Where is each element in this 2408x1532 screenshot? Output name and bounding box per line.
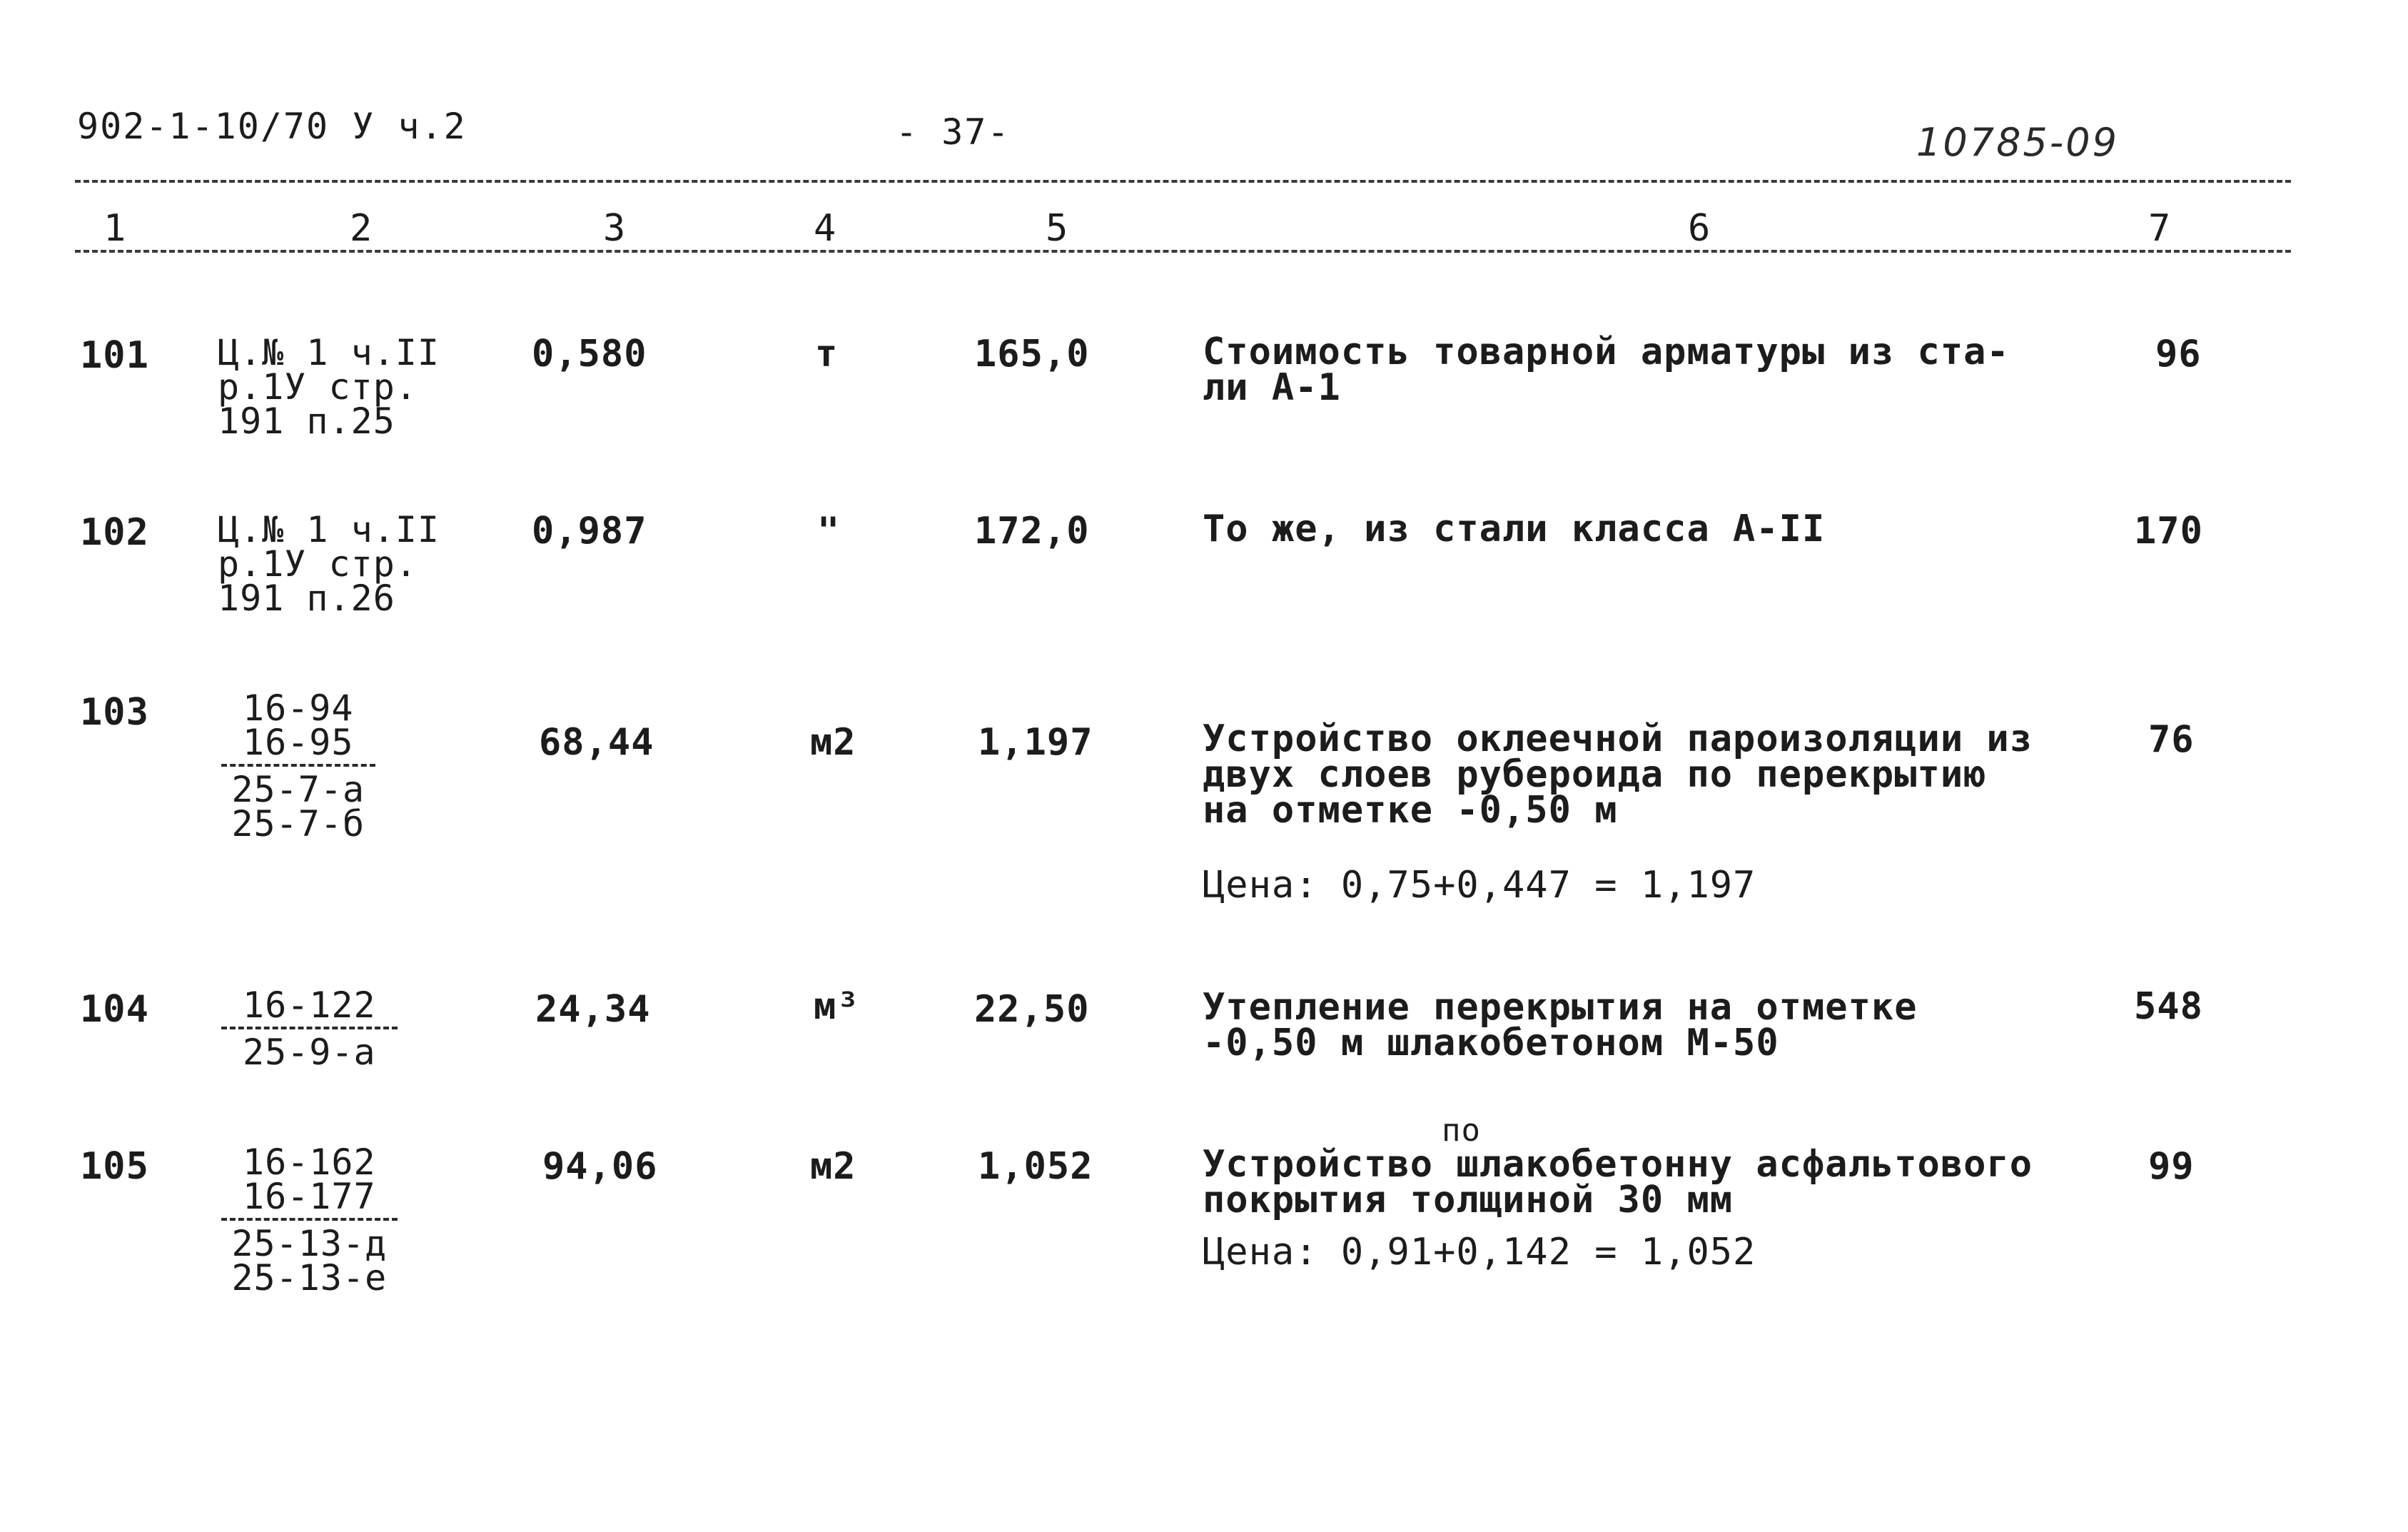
fraction-numerator [221,687,375,767]
row-104-quantity: 24,34 [535,988,651,1031]
row-104-source-fraction [221,984,398,1073]
column-number-7: 7 [2148,207,2171,250]
description-line: -0,50 м шлакобетоном М-50 [1203,1022,1779,1064]
column-number-1: 1 [103,207,126,250]
source-line: 25-13-е [231,1257,388,1299]
row-101-number: 101 [80,334,149,377]
row-102-description [1203,508,1826,550]
source-line: 25-13-д [231,1223,388,1264]
row-101-total: 96 [2155,333,2202,376]
row-102-source [218,509,440,619]
description-line: Устройство шлакобетонну асфальтового [1203,1143,2033,1186]
column-number-3: 3 [603,207,626,250]
row-105-number: 105 [80,1145,149,1188]
description-line: Утепление перекрытия на отметке [1203,986,1918,1029]
fraction-numerator [221,1142,398,1221]
row-103-source-fraction [221,687,375,845]
source-line: 25-9-а [243,1032,376,1073]
description-line: Устройство оклеечной пароизоляции из [1203,717,2033,760]
source-line: 16-95 [243,722,354,763]
row-104-unit-price: 22,50 [974,988,1090,1031]
row-104-number: 104 [80,988,149,1031]
source-line: 16-162 [243,1142,376,1183]
source-line: р.1У стр. [218,366,418,408]
row-103-quantity: 68,44 [539,721,654,764]
header-rule-top [75,180,2291,183]
row-102-unit: " [817,510,841,553]
column-number-4: 4 [814,207,836,250]
row-105-quantity: 94,06 [542,1145,658,1188]
source-line: 16-177 [243,1176,376,1217]
source-line: 25-7-б [231,803,365,845]
row-105-total: 99 [2148,1145,2195,1188]
source-line: 25-7-а [231,769,365,810]
column-number-5: 5 [1046,207,1068,250]
source-line: 16-122 [243,984,376,1026]
source-line: Ц.№ 1 ч.II [218,332,440,373]
row-105-description [1203,1143,2033,1221]
row-105-unit-price: 1,052 [978,1145,1093,1188]
row-101-description [1203,331,2010,409]
handwritten-number: 10785-09 [1916,120,2119,165]
row-102-quantity: 0,987 [532,510,647,553]
fraction-denominator [221,767,375,845]
row-102-unit-price: 172,0 [974,510,1090,553]
row-101-source [218,332,440,442]
description-line: на отметке -0,50 м [1203,789,1618,832]
fraction-denominator [221,1029,398,1073]
document-code: 902-1-10/70 У ч.2 [77,106,467,147]
row-103-price-note: Цена: 0,75+0,447 = 1,197 [1203,864,1756,907]
row-105-unit: м2 [810,1145,856,1188]
row-104-unit: м³ [814,985,860,1028]
description-line: Стоимость товарной арматуры из ста- [1203,331,2010,373]
description-line: ли А-1 [1203,366,1341,409]
row-105-price-note: Цена: 0,91+0,142 = 1,052 [1203,1231,1756,1274]
column-number-2: 2 [350,207,373,250]
row-101-unit-price: 165,0 [974,333,1090,376]
row-102-number: 102 [80,511,149,554]
row-104-description [1203,986,1918,1064]
description-line: покрытия толщиной 30 мм [1203,1179,1734,1221]
row-103-unit: м2 [810,721,856,764]
fraction-denominator [221,1221,398,1299]
source-line: 191 п.26 [218,578,395,619]
row-102-total: 170 [2134,510,2203,553]
source-line: 16-94 [243,687,354,729]
page-number: - 37- [896,111,1011,153]
source-line: 191 п.25 [218,400,395,442]
description-line: То же, из стали класса А-II [1203,508,1826,550]
row-103-total: 76 [2148,718,2195,761]
row-101-unit: т [815,333,839,376]
row-103-description [1203,717,2033,832]
row-105-source-fraction [221,1142,398,1299]
row-101-quantity: 0,580 [532,333,647,376]
description-line: двух слоев рубероида по перекрытию [1203,753,1987,796]
source-line: Ц.№ 1 ч.II [218,509,440,550]
row-103-unit-price: 1,197 [978,721,1093,764]
source-line: р.1У стр. [218,543,418,585]
column-number-6: 6 [1688,207,1711,250]
fraction-numerator [221,984,398,1029]
row-105-description-insert: по [1442,1112,1481,1149]
row-104-total: 548 [2134,985,2203,1028]
header-rule-bottom [75,250,2291,253]
row-103-number: 103 [80,691,149,734]
